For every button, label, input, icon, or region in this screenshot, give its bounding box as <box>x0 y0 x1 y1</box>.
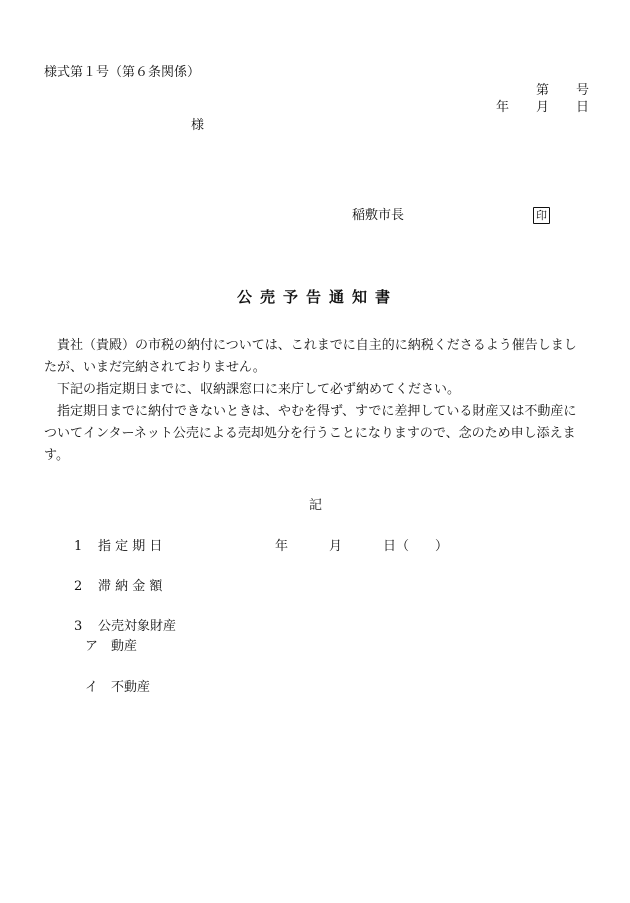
date-month: 月 <box>536 100 550 115</box>
body-paragraph: 貴社（貴殿）の市税の納付については、これまでに自主的に納税くださるよう催告しましたが、いまだ完納されておりません。 <box>44 338 577 375</box>
body-paragraph: 下記の指定期日までに、収納課窓口に来庁して必ず納めてください。 <box>57 382 461 397</box>
sub-item-marker: ア <box>85 639 99 654</box>
body-paragraph: 指定期日までに納付できないときは、やむを得ず、すでに差押している財産又は不動産についてインターネット公売による売却処分を行うことになりますので、念のため申し添えます。 <box>44 404 577 463</box>
sub-item-movable-property: 動産 <box>111 639 138 654</box>
deadline-month: 月 <box>329 539 343 554</box>
sender-name: 稲敷市長 <box>352 208 405 223</box>
body-text <box>44 335 589 467</box>
date-day: 日 <box>576 100 590 115</box>
item-number: 3 <box>74 619 83 634</box>
ki-heading: 記 <box>309 498 323 513</box>
addressee-suffix: 様 <box>191 118 205 133</box>
document-title: 公売予告通知書 <box>237 288 399 306</box>
form-label: 様式第１号（第６条関係） <box>44 65 201 80</box>
item-label-deadline: 指 定 期 日 <box>98 539 163 554</box>
deadline-day: 日（ ） <box>383 539 449 554</box>
seal-mark: 印 <box>533 207 550 224</box>
item-label-arrears: 滞 納 金 額 <box>98 579 163 594</box>
item-label-property: 公売対象財産 <box>98 619 177 634</box>
deadline-year: 年 <box>275 539 289 554</box>
date-year: 年 <box>496 100 510 115</box>
document-number-go: 号 <box>576 83 590 98</box>
item-number: 2 <box>74 579 83 594</box>
document-number-dai: 第 <box>536 83 550 98</box>
sub-item-real-estate: 不動産 <box>111 680 151 695</box>
sub-item-marker: イ <box>85 680 99 695</box>
item-number: 1 <box>74 539 83 554</box>
